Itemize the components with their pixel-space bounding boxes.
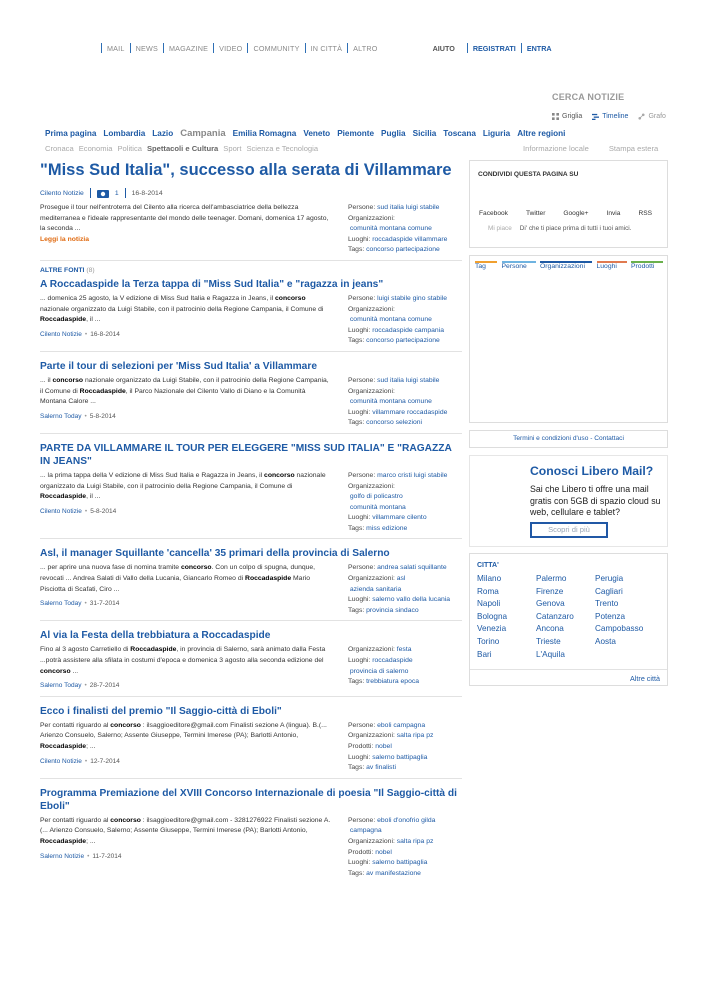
region-campania[interactable]: Campania	[180, 128, 226, 139]
cat-info-locale[interactable]: Informazione locale	[523, 144, 589, 153]
cat-sport[interactable]: Sport	[223, 144, 242, 153]
city-list	[477, 574, 654, 659]
list-item: Parte il tour di selezioni per 'Miss Sud Italia' a Villammare ... il concorso nazionale organizzato da Luigi Stabile, con il patrocinio della Regione Campania, il Comune di Roccadaspide, il Parco Nazionale del Cilento Vallo di Diano e la Comunità Montana Calore ... Salerno Today • 5-8-2014 Persone: sud italia luigi stabile Organizzazioni: comunità montana comune Luoghi: villammare roccadaspide Tags: concorso selezioni	[40, 360, 462, 434]
main-article-title[interactable]: "Miss Sud Italia", successo alla serata di Villammare	[40, 161, 452, 179]
nav-community[interactable]: COMMUNITY	[253, 43, 300, 53]
category-nav-right	[523, 144, 658, 153]
discover-button[interactable]: Scopri di più	[530, 522, 608, 538]
cat-cronaca[interactable]: Cronaca	[45, 144, 74, 153]
grid-icon	[552, 113, 559, 120]
like-button[interactable]: Mi piace	[488, 225, 512, 232]
main-column	[40, 160, 462, 879]
region-sicilia[interactable]: Sicilia	[412, 129, 437, 138]
city-link[interactable]: Ancona	[536, 624, 564, 634]
city-link[interactable]: L'Aquila	[536, 649, 565, 659]
main-article-source[interactable]: Cilento Notizie	[40, 189, 84, 197]
region-puglia[interactable]: Puglia	[381, 129, 406, 138]
city-link[interactable]: Aosta	[595, 636, 616, 646]
libero-text: Sai che Libero ti offre una mail gratis con 5GB di spazio cloud su web, cellulare e tablet?	[530, 484, 661, 518]
article-title[interactable]: Ecco i finalisti del premio "Il Saggio-città di Eboli"	[40, 705, 282, 717]
region-altre[interactable]: Altre regioni	[517, 129, 566, 138]
city-link[interactable]: Palermo	[536, 574, 567, 583]
main-article-tags: Persone: sud italia luigi stabile Organizzazioni: comunità montana comune Luoghi: roccadaspide villammare Tags: concorso partecipazione	[348, 204, 448, 254]
city-link[interactable]: Catanzaro	[536, 611, 574, 621]
tag-tags[interactable]: concorso partecipazione	[366, 246, 440, 254]
category-nav	[45, 144, 318, 153]
nav-aiuto[interactable]: AIUTO	[432, 43, 455, 53]
tab-tag[interactable]: Tag	[475, 261, 497, 273]
other-cities-link[interactable]: Altre città	[630, 674, 660, 683]
city-title: CITTA'	[477, 562, 499, 569]
share-rss[interactable]: RSS	[638, 210, 653, 217]
list-item: Al via la Festa della trebbiatura a Roccadaspide Fino al 3 agosto Carretiello di Roccadaspide, in provincia di Salerno, sarà animato dalla Festa ...potrà assistere alla sfilata in costumi d'epoca e domenica 3 agosto alla seconda edizione del concorso ... Salerno Today • 28-7-2014 Organizzazioni: festa Luoghi: roccadaspide provincia di salerno Tags: trebbiatura epoca	[40, 629, 462, 696]
region-toscana[interactable]: Toscana	[443, 129, 476, 138]
region-emilia-romagna[interactable]: Emilia Romagna	[232, 129, 297, 138]
city-link[interactable]: Bologna	[477, 611, 508, 621]
city-link[interactable]: Trento	[595, 599, 619, 609]
tag-persone[interactable]: sud italia luigi stabile	[377, 204, 440, 211]
list-item: PARTE DA VILLAMMARE IL TOUR PER ELEGGERE "MISS SUD ITALIA" E "RAGAZZA IN JEANS" ... la prima tappa della V edizione di Miss Sud Italia e Ragazza in Jeans, il concorso nazionale organizzato da Luigi Stabile, con il patrocinio della Regione Campania, il Comune di Roccadaspide, il ... Cilento Notizie • 5-8-2014 Persone: marco cristi luigi stabile Organizzazioni: golfo di policastro comunità montana Luoghi: villammare cilento Tags: miss edizione	[40, 442, 462, 540]
main-article-text: Prosegue il tour nell'entroterra del Cilento alla ricerca dell'ambasciatrice della bellezza mediterranea e l'ideale rappresentante del mondo delle teenager. Domani, domenica 17 agosto, la seconda ...	[40, 204, 329, 233]
tab-persone[interactable]: Persone	[502, 261, 536, 273]
article-title[interactable]: PARTE DA VILLAMMARE IL TOUR PER ELEGGERE "MISS SUD ITALIA" E "RAGAZZA IN JEANS"	[40, 442, 452, 467]
article-source[interactable]: Salerno Today	[40, 600, 82, 608]
article-title[interactable]: Asl, il manager Squillante 'cancella' 35 primari della provincia di Salerno	[40, 548, 390, 560]
cat-spettacoli[interactable]: Spettacoli e Cultura	[146, 144, 219, 153]
region-prima-pagina[interactable]: Prima pagina	[45, 129, 97, 138]
main-article-date: 16-8-2014	[131, 189, 163, 197]
city-link[interactable]: Torino	[477, 636, 500, 646]
entity-tabs-box	[469, 255, 668, 423]
city-link[interactable]: Bari	[477, 649, 492, 659]
camera-icon	[97, 189, 109, 198]
terms-box	[469, 430, 668, 448]
nav-news[interactable]: NEWS	[135, 43, 158, 53]
article-title[interactable]: Al via la Festa della trebbiatura a Roccadaspide	[40, 630, 271, 642]
libero-title: Conosci Libero Mail?	[530, 464, 654, 478]
main-article-count: 1	[114, 189, 119, 197]
city-link[interactable]: Napoli	[477, 599, 501, 609]
share-google[interactable]: Google+	[563, 210, 589, 217]
cat-stampa-estera[interactable]: Stampa estera	[608, 144, 659, 153]
region-lombardia[interactable]: Lombardia	[103, 129, 146, 138]
like-row	[488, 225, 631, 232]
nav-video[interactable]: VIDEO	[219, 43, 243, 53]
article-title[interactable]: Parte il tour di selezioni per 'Miss Sud Italia' a Villammare	[40, 360, 317, 372]
nav-incitta[interactable]: IN CITTÀ	[310, 43, 343, 53]
view-switcher	[552, 113, 666, 120]
article-source[interactable]: Salerno Today	[40, 412, 82, 420]
nav-mail[interactable]: MAIL	[107, 43, 125, 53]
list-item: Ecco i finalisti del premio "Il Saggio-città di Eboli" Per contatti riguardo al concorso : ilsaggioeditore@gmail.com Finalisti sezione A (lingua). B.(... Arienzo Consuelo, Salerno; Assente Giuseppe, Termini Imerese (PA); Barlotti Antonio, Roccadaspide; ... Cilento Notizie • 12-7-2014 Persone: eboli campagna Organizzazioni: salta ripa pz Prodotti: nobel Luoghi: salerno battipaglia Tags: av finalisti	[40, 705, 462, 779]
article-source[interactable]: Salerno Today	[40, 682, 82, 690]
main-article-meta	[40, 188, 462, 198]
article-title[interactable]: A Roccadaspide la Terza tappa di "Miss Sud Italia" e "ragazza in jeans"	[40, 278, 384, 290]
search-label[interactable]: CERCA NOTIZIE	[552, 92, 625, 102]
main-article-body	[40, 203, 462, 256]
city-link[interactable]: Milano	[477, 574, 502, 583]
view-griglia[interactable]: Griglia	[552, 113, 582, 120]
graph-icon	[638, 113, 645, 120]
share-twitter[interactable]: Twitter	[525, 210, 546, 217]
region-piemonte[interactable]: Piemonte	[337, 129, 375, 138]
list-item: A Roccadaspide la Terza tappa di "Miss Sud Italia" e "ragazza in jeans" ... domenica 25 agosto, la V edizione di Miss Sud Italia e Ragazza in Jeans, il concorso nazionale organizzato da Luigi Stabile, con il patrocinio della Regione Campania, il Comune di Roccadaspide, il ... Cilento Notizie • 16-8-2014 Persone: luigi stabile gino stabile Organizzazioni: comunità montana comune Luoghi: roccadaspide campania Tags: concorso partecipazione	[40, 278, 462, 352]
terms-link[interactable]: Termini e condizioni d'uso - Contattaci	[513, 435, 624, 442]
city-link[interactable]: Roma	[477, 586, 499, 596]
share-box	[469, 160, 668, 248]
city-link[interactable]: Cagliari	[595, 586, 623, 596]
nav-altro[interactable]: ALTRO	[353, 43, 378, 53]
share-networks	[479, 210, 652, 217]
other-sources-heading: ALTRE FONTI (8)	[40, 266, 95, 274]
region-nav	[45, 128, 565, 139]
tab-organizzazioni[interactable]: Organizzazioni	[540, 261, 592, 273]
tag-luoghi[interactable]: roccadaspide villammare	[372, 235, 448, 243]
city-link[interactable]: Firenze	[536, 586, 564, 596]
share-title: CONDIVIDI QUESTA PAGINA SU	[478, 171, 579, 178]
city-link[interactable]: Potenza	[595, 611, 626, 621]
tab-luoghi[interactable]: Luoghi	[597, 261, 627, 273]
nav-magazine[interactable]: MAGAZINE	[168, 43, 209, 53]
top-nav	[96, 43, 552, 53]
city-link[interactable]: Perugia	[595, 574, 624, 583]
read-more-link[interactable]: Leggi la notizia	[40, 235, 90, 243]
city-box	[469, 553, 668, 686]
city-link[interactable]: Venezia	[477, 624, 507, 634]
cat-economia[interactable]: Economia	[78, 144, 113, 153]
article-source[interactable]: Cilento Notizie	[40, 330, 82, 338]
city-link[interactable]: Campobasso	[595, 624, 644, 634]
libero-promo	[469, 455, 668, 547]
entity-tabs	[475, 261, 663, 273]
article-source[interactable]: Cilento Notizie	[40, 507, 82, 515]
article-source[interactable]: Cilento Notizie	[40, 757, 82, 765]
nav-registrati[interactable]: REGISTRATI	[472, 43, 516, 53]
city-link[interactable]: Trieste	[536, 636, 561, 646]
view-grafo[interactable]: Grafo	[638, 113, 666, 120]
list-item: Programma Premiazione del XVIII Concorso Internazionale di poesia "Il Saggio-città di Eboli" Per contatti riguardo al concorso : ilsaggioeditore@gmail.com - 3281276922 Finalisti sezione A.(... Arienzo Consuelo, Salerno; Assente Giuseppe, Termini Imerese (PA); Barlotti Antonio, Roccadaspide; ... Salerno Notizie • 11-7-2014 Persone: eboli d'onofrio gilda campagna Organizzazioni: salta ripa pz Prodotti: nobel Luoghi: salerno battipaglia Tags: av manifestazione	[40, 787, 462, 880]
city-link[interactable]: Genova	[536, 599, 565, 609]
share-invia[interactable]: Invia	[606, 210, 621, 217]
cat-scienza[interactable]: Scienza e Tecnologia	[246, 144, 319, 153]
nav-entra[interactable]: ENTRA	[526, 43, 552, 53]
region-lazio[interactable]: Lazio	[152, 129, 174, 138]
region-liguria[interactable]: Liguria	[482, 129, 511, 138]
list-item: Asl, il manager Squillante 'cancella' 35 primari della provincia di Salerno ... per aprire una nuova fase di nomina tramite concorso. Con un colpo di spugna, dunque, revocati ... Andrea Salati di Vallo della Lucania, Giancarlo Romeo di Roccadaspide Mario Pisciotta di Scafati, Ciro ... Salerno Today • 31-7-2014 Persone: andrea salati squillante Organizzazioni: asl azienda sanitaria Luoghi: salerno vallo della lucania Tags: provincia sindaco	[40, 547, 462, 621]
like-text: Di' che ti piace prima di tutti i tuoi amici.	[519, 225, 632, 232]
share-facebook[interactable]: Facebook	[479, 210, 508, 217]
article-source[interactable]: Salerno Notizie	[40, 852, 85, 860]
view-timeline[interactable]: Timeline	[592, 113, 628, 120]
tag-org[interactable]: comunità montana comune	[349, 225, 432, 233]
region-veneto[interactable]: Veneto	[303, 129, 331, 138]
tab-prodotti[interactable]: Prodotti	[631, 261, 663, 273]
timeline-icon	[592, 113, 599, 120]
article-title[interactable]: Programma Premiazione del XVIII Concorso Internazionale di poesia "Il Saggio-città di Eboli"	[40, 787, 457, 812]
cat-politica[interactable]: Politica	[117, 144, 142, 153]
